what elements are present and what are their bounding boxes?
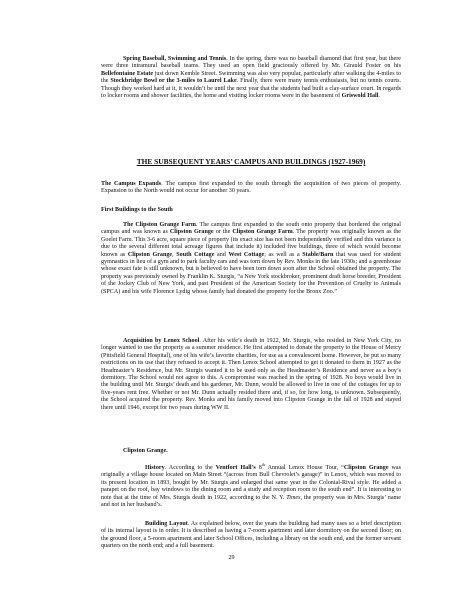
subheading-clipston-grange: Clipston Grange. [123, 448, 168, 454]
paragraph-lenox-acquisition: Acquisition by Lenox School. After his wife’s death in 1922, Mr. Sturgis, who resided in New York City, no longer wanted to use the property as a summer residence. He first attempted to donate the property to the House of Mercy (Pittsfield General Hospital), one of his wife’s favorite charities, for use as a convalescent home. However, he put so many restrictions on its use that they refused to accept it. Then Lenox School attempted to get it donated to them in 1927 as the Headmaster’s Residence, but Mr. Sturgis wanted it to be used only as the Headmaster’s Residence and never as a boy’s dormitory. The School would not agree to this. A compromise was reached in the spring of 1928. No boys would live in the building until Mr. Sturgis’ death and his gardener, Mr. Dunn, would be allowed to live in one of the cottages for up to five-years rent free. Whether or not Mr. Dunn actually resided there and, if so, for how long, is unknown. Subsequently, the School acquired the property. Rev. Monks and his family moved into Clipston Grange in the fall of 1928 and stayed there until 1946, except for two years during WW II. [101, 338, 402, 411]
paragraph-building-layout: Building Layout. As explained below, over the years the building had many uses so a brief description of its internal layout is in order. It is described as having a 7-room apartment and later dormitory on the second floor; on the ground floor, a 5-room apartment and later School Offices, including a library on the south end, and the former servant quarters on the north end; and a full basement. [101, 521, 401, 550]
page-number: 29 [228, 555, 235, 561]
paragraph-history: History. According to the Ventfort Hall’s 8th Annual Lenox House Tour, “Clipston Grange was originally a village house located on Main Street “(across from Bull Chevrolet’s garage)” in Lenox, which was moved to its present location in 1893, bought by Mr. Sturgis and enlarged that same year in the Colonial-Rival style. He added a parapet on the roof, bay windows to the dining room and a study and reception room to the south end”. It is interesting to note that at the time of Mrs. Sturgis death in 1922, according to the N. Y. Times, the property was in Mrs. Sturgis’ name and not in her husband’s. [101, 462, 401, 509]
paragraph-campus-expands: The Campus Expands. The campus first expanded to the south through the acquisition of two pieces of property. Expansion to the North would not occur for another 30 years. [101, 181, 402, 195]
paragraph-spring-sports: Spring Baseball, Swimming and Tennis. In the spring, there was no baseball diamond that first year, but there were three intramural baseball teams. They used an open field graciously offered by Mr. Girauld Foster on his Bellefontaine Estate just down Kemble Street. Swimming was also very popular, particularly after walking the 4-miles to the Stockbridge Bowl or the 3-miles to Laurel Lake. Finally, there were many tennis enthusiasts, but no tennis courts. Though they worked hard at it, it wouldn’t be until the next year that the students had built a clay-surface court. In regards to locker rooms and shower facilities, the home and visiting locker rooms were in the basement of Griswold Hall. [101, 56, 401, 100]
paragraph-clipston-farm: The Clipston Grange Farm. The campus first expanded to the south onto property that bordered the original campus and was known as Clipston Grange or the Clipston Grange Farm. The property was originally known as the Goelet Farm. This 3-6 acre, square piece of property (its exact size has not been independently verified and this variance is due to the several different total acreage figures that include it) included five buildings, three of which would become known as Clipston Grange, South Cottage and West Cottage; as well as a Stable/Barn that was used for student gymnastics in lieu of a gym and to park faculty cars and was torn down by Rev. Monks in the late 1930s; and a greenhouse whose exact fate is still unknown, but is believed to have been torn down soon after the School obtained the property. The property was previously owned by Franklin K. Sturgis, “a New York stockbroker, prominent draft horse breeder, President of the Jockey Club of New York, and past President of the American Society for the Prevention of Cruelty to Animals (SPCA) and his wife Florence Lydig whose family had donated the property for the Bronx Zoo.” [101, 222, 401, 295]
section-heading: THE SUBSEQUENT YEARS’ CAMPUS AND BUILDINGS (1927-1969) [136, 157, 366, 166]
subheading-first-buildings: First Buildings to the South [101, 207, 173, 213]
spring-sports-title: Spring Baseball, Swimming and Tennis [123, 56, 227, 62]
